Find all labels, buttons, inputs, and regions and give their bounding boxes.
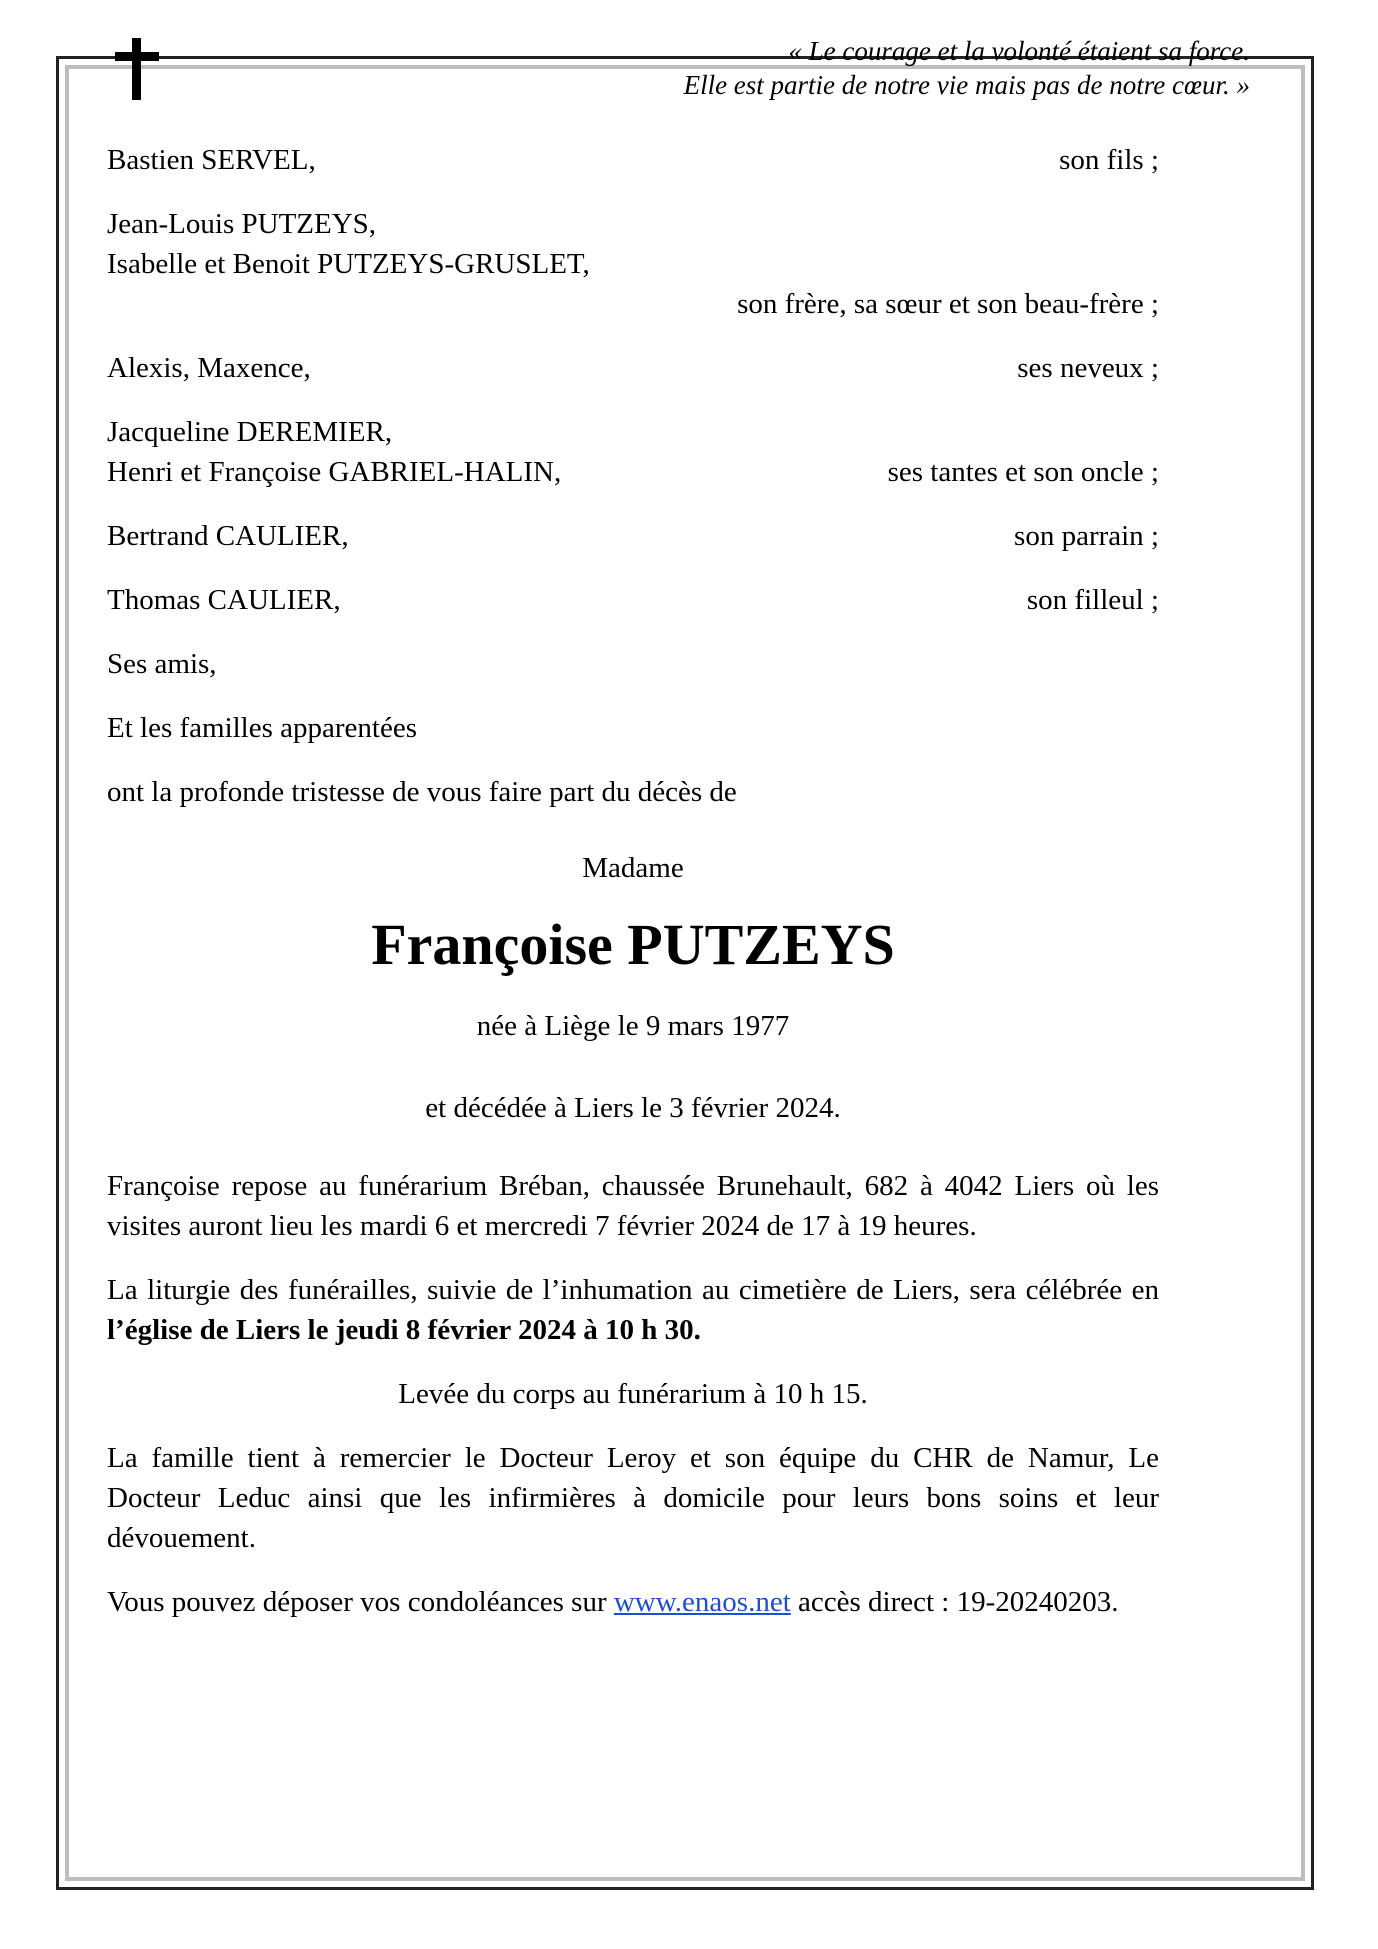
liturgy-text: La liturgie des funérailles, suivie de l’inhumation au cimetière de Liers, sera célébrée en [107, 1274, 1159, 1306]
announcement-line: ont la profonde tristesse de vous faire part du décès de [107, 776, 737, 808]
family-relation: ses tantes et son oncle ; [887, 456, 1159, 488]
death-line: et décédée à Liers le 3 février 2024. [425, 1092, 841, 1124]
funeral-home-paragraph: Françoise repose au funérarium Bréban, chaussée Brunehault, 682 à 4042 Liers où les visites auront lieu les mardi 6 et mercredi 7 février 2024 de 17 à 19 heures. [107, 1170, 1159, 1242]
families-line: Et les familles apparentées [107, 712, 418, 744]
levee-line: Levée du corps au funérarium à 10 h 15. [398, 1378, 868, 1410]
family-row-siblings [107, 204, 1159, 324]
condolences-link[interactable]: www.enaos.net [613, 1586, 791, 1618]
family-name: Bertrand CAULIER, [107, 520, 349, 552]
family-name: Thomas CAULIER, [107, 584, 341, 616]
family-row-godfather [107, 516, 1159, 556]
family-row-godson [107, 580, 1159, 620]
family-row-son [107, 140, 1159, 180]
deceased-title: Madame [582, 852, 684, 884]
quote-line-1: « Le courage et la volonté étaient sa force. [788, 36, 1250, 66]
family-name: Isabelle et Benoit PUTZEYS-GRUSLET, [107, 248, 590, 280]
family-row-aunts [107, 412, 1159, 492]
family-row-nephews [107, 348, 1159, 388]
cross-icon [115, 38, 159, 100]
condolences-access-text: accès direct : 19-20240203. [790, 1586, 1119, 1618]
family-relation: son frère, sa sœur et son beau-frère ; [737, 288, 1159, 320]
obituary-body [107, 140, 1159, 1622]
thanks-paragraph: La famille tient à remercier le Docteur Leroy et son équipe du CHR de Namur, Le Docteur Leduc ainsi que les infirmières à domicile pour leurs bons soins et leur dévouement. [107, 1442, 1159, 1554]
family-name: Jacqueline DEREMIER, [107, 416, 393, 448]
family-relation: ses neveux ; [1017, 352, 1159, 384]
deceased-name: Françoise PUTZEYS [371, 912, 895, 977]
family-relation: son fils ; [1059, 144, 1159, 176]
family-name: Alexis, Maxence, [107, 352, 311, 384]
epigraph-quote [684, 34, 1250, 102]
family-row-aunts-line2 [107, 452, 1159, 492]
quote-line-2: Elle est partie de notre vie mais pas de notre cœur. » [683, 70, 1250, 100]
condolences-paragraph [107, 1582, 1159, 1622]
friends-line: Ses amis, [107, 648, 217, 680]
liturgy-paragraph [107, 1270, 1159, 1350]
family-name: Bastien SERVEL, [107, 144, 316, 176]
family-name: Jean-Louis PUTZEYS, [107, 208, 377, 240]
family-name: Henri et Françoise GABRIEL-HALIN, [107, 456, 562, 488]
birth-line: née à Liège le 9 mars 1977 [476, 1010, 790, 1042]
condolences-text: Vous pouvez déposer vos condoléances sur [107, 1586, 614, 1618]
family-relation: son filleul ; [1026, 584, 1159, 616]
family-relation: son parrain ; [1014, 520, 1159, 552]
liturgy-bold-text: l’église de Liers le jeudi 8 février 2024 à 10 h 30. [107, 1314, 701, 1346]
